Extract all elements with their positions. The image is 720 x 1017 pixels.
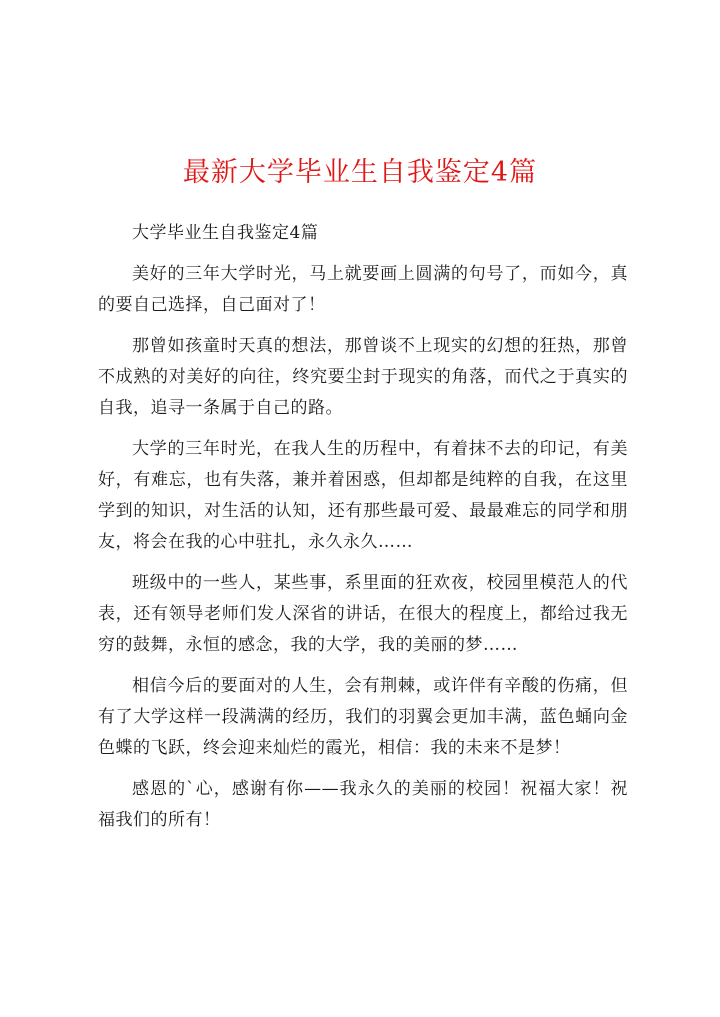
document-body [98,218,628,836]
paragraph: 感恩的`心，感谢有你——我永久的美丽的校园！祝福大家！祝福我们的所有！ [98,779,628,830]
paragraph: 班级中的一些人，某些事，系里面的狂欢夜，校园里模范人的代表，还有领导老师们发人深省的讲话，在很大的程度上，都给过我无穷的鼓舞，永恒的感念，我的大学，我的美丽的梦…… [98,573,628,655]
paragraph: 美好的三年大学时光，马上就要画上圆满的句号了，而如今，真的要自己选择，自己面对了！ [98,264,628,315]
paragraph: 那曾如孩童时天真的想法，那曾谈不上现实的幻想的狂热，那曾不成熟的对美好的向往，终究要尘封于现实的角落，而代之于真实的自我，追寻一条属于自己的路。 [98,336,628,418]
paragraph: 相信今后的要面对的人生，会有荆棘，或许伴有辛酸的伤痛，但有了大学这样一段满满的经历，我们的羽翼会更加丰满，蓝色蛹向金色蝶的飞跃，终会迎来灿烂的霞光，相信：我的未来不是梦！ [98,676,628,758]
document-title: 最新大学毕业生自我鉴定4篇 [182,157,538,188]
paragraph: 大学的三年时光，在我人生的历程中，有着抹不去的印记，有美好，有难忘，也有失落，兼并着困惑，但却都是纯粹的自我，在这里学到的知识，对生活的认知，还有那些最可爱、最最难忘的同学和朋友，将会在我的心中驻扎，永久永久…… [98,439,628,552]
document-subtitle: 大学毕业生自我鉴定4篇 [132,223,319,243]
